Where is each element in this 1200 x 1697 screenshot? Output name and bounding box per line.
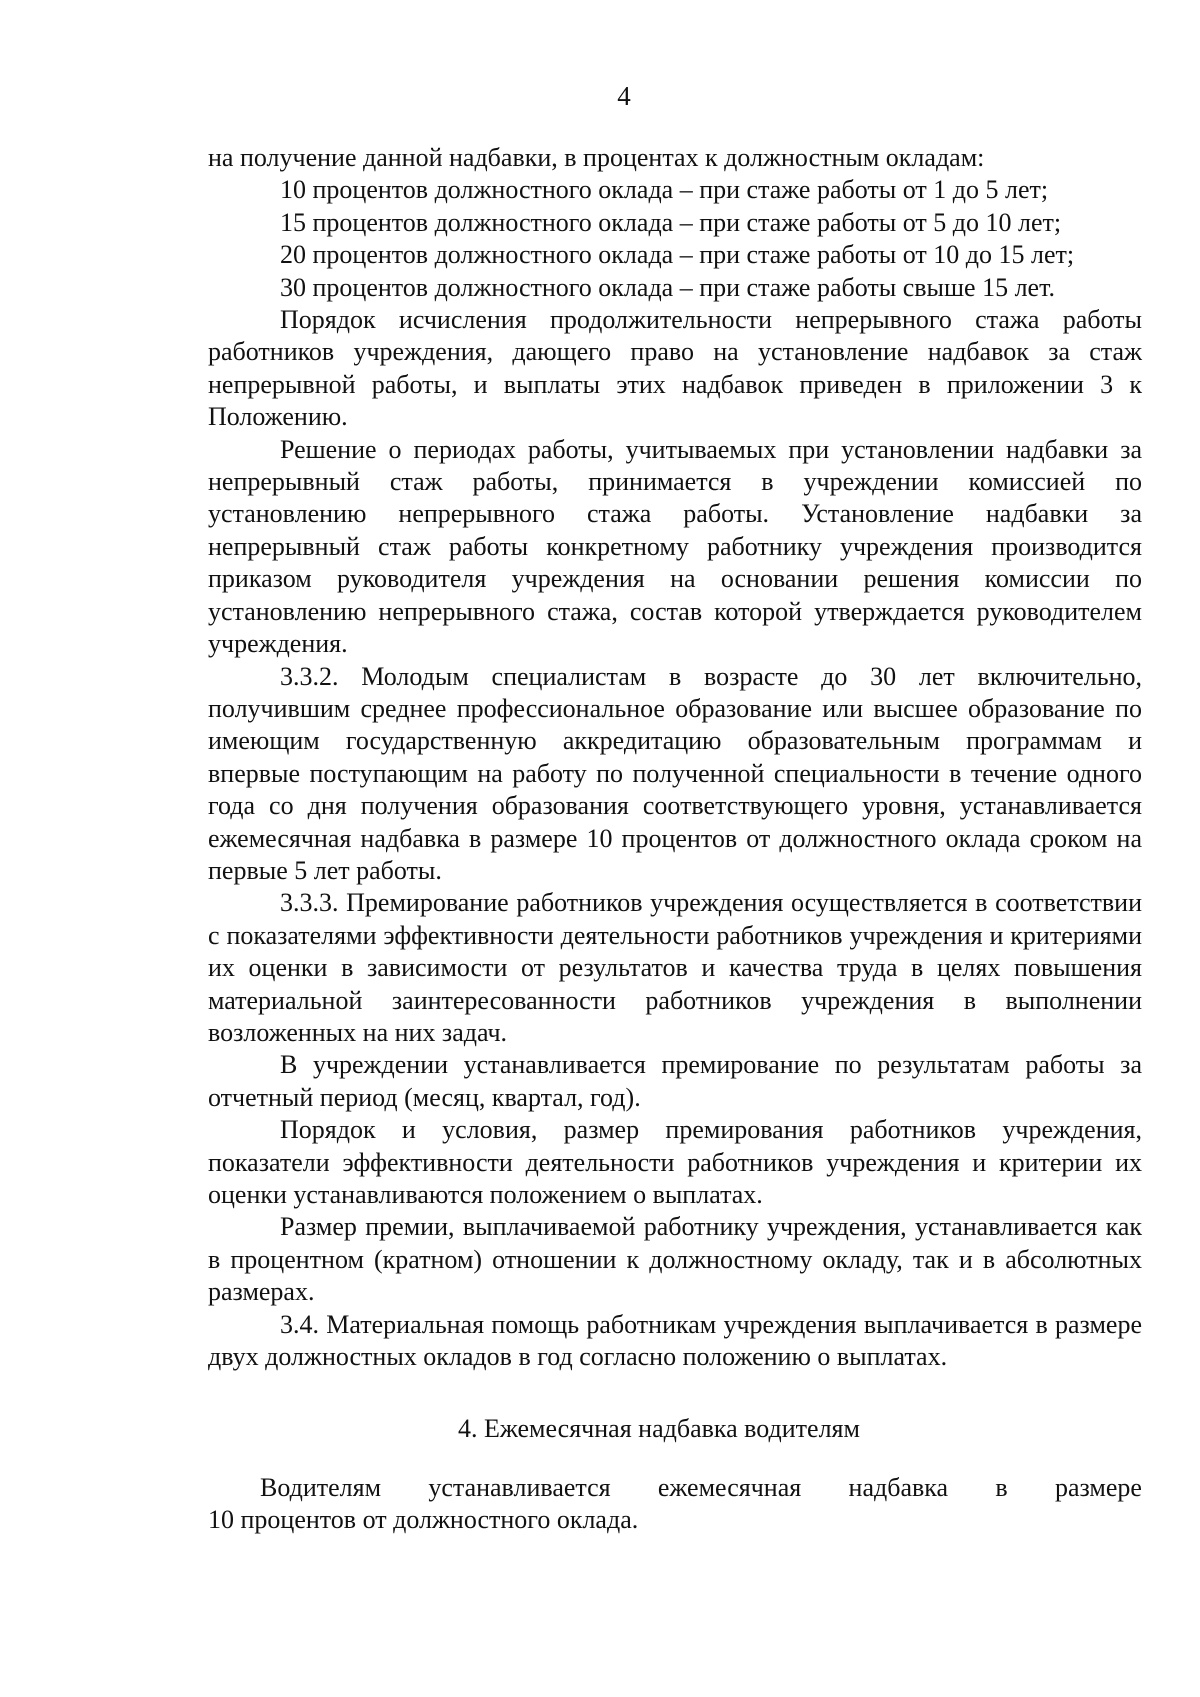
word: Водителям [260,1473,382,1502]
paragraph-3-4: 3.4. Материальная помощь работникам учреждения выплачивается в размере двух должностных окладов в год согласно положению о выплатах. [208,1309,1142,1372]
paragraph-intro: на получение данной надбавки, в процентах к должностным окладам: [208,143,985,172]
paragraph-rate-10: 10 процентов должностного оклада – при стаже работы от 1 до 5 лет; [280,175,1049,205]
paragraph-bonus-period: В учреждении устанавливается премирование по результатам работы за отчетный период (месяц, квартал, год). [208,1050,1142,1112]
paragraph-seniority-order: Порядок исчисления продолжительности непрерывного стажа работы работников учреждения, дающего право на установление надбавок за стаж непрерывной работы, и выплаты этих надбавок приведен в приложении 3 к Положению. [208,305,1142,432]
paragraph-rate-15: 15 процентов должностного оклада – при стаже работы от 5 до 10 лет; [280,207,1062,237]
paragraph-rate-20: 20 процентов должностного оклада – при стаже работы от 10 до 15 лет; [280,240,1075,270]
document-body [208,142,1142,1373]
page-number: 4 [617,81,631,111]
word: ежемесячная [657,1473,802,1502]
word: в [995,1473,1008,1502]
section-title: 4. Ежемесячная надбавка водителям [458,1414,860,1443]
paragraph-drivers [208,1472,1142,1537]
paragraph-drivers-line-2: 10 процентов от должностного оклада. [208,1505,639,1535]
paragraph-rate-30: 30 процентов должностного оклада – при стаже работы свыше 15 лет. [280,272,1055,302]
word: устанавливается [428,1473,611,1502]
paragraph-3-3-3: 3.3.3. Премирование работников учреждения осуществляется в соответствии с показателями эффективности деятельности работников учреждения и критериями их оценки в зависимости от результатов и качества труда в целях повышения материальной заинтересованности работников учреждения в выполнении возложенных на них задач. [208,888,1142,1047]
paragraph-bonus-procedure: Порядок и условия, размер премирования работников учреждения, показатели эффективности деятельности работников учреждения и критерии их оценки устанавливаются положением о выплатах. [208,1115,1142,1209]
paragraph-bonus-size: Размер премии, выплачиваемой работнику учреждения, устанавливается как в процентном (кратном) отношении к должностному окладу, так и в абсолютных размерах. [208,1212,1142,1307]
word: размере [1054,1473,1142,1502]
paragraph-drivers-line-1 [208,1472,1142,1504]
paragraph-3-3-2: 3.3.2. Молодым специалистам в возрасте до 30 лет включительно, получившим среднее профессиональное образование или высшее образование по имеющим государственную аккредитацию образовательным программам и впервые поступающим на работу по полученной специальности в течение одного года со дня получения образования соответствующего уровня, устанавливается ежемесячная надбавка в размере 10 процентов от должностного оклада сроком на первые 5 лет работы. [208,661,1142,885]
word: надбавка [848,1473,949,1502]
paragraph-seniority-decision: Решение о периодах работы, учитываемых при установлении надбавки за непрерывный стаж работы, принимается в учреждении комиссией по установлению непрерывного стажа работы. Установление надбавки за непрерывный стаж работы конкретному работнику учреждения производится приказом руководителя учреждения на основании решения комиссии по установлению непрерывного стажа, состав которой утверждается руководителем учреждения. [208,434,1142,659]
